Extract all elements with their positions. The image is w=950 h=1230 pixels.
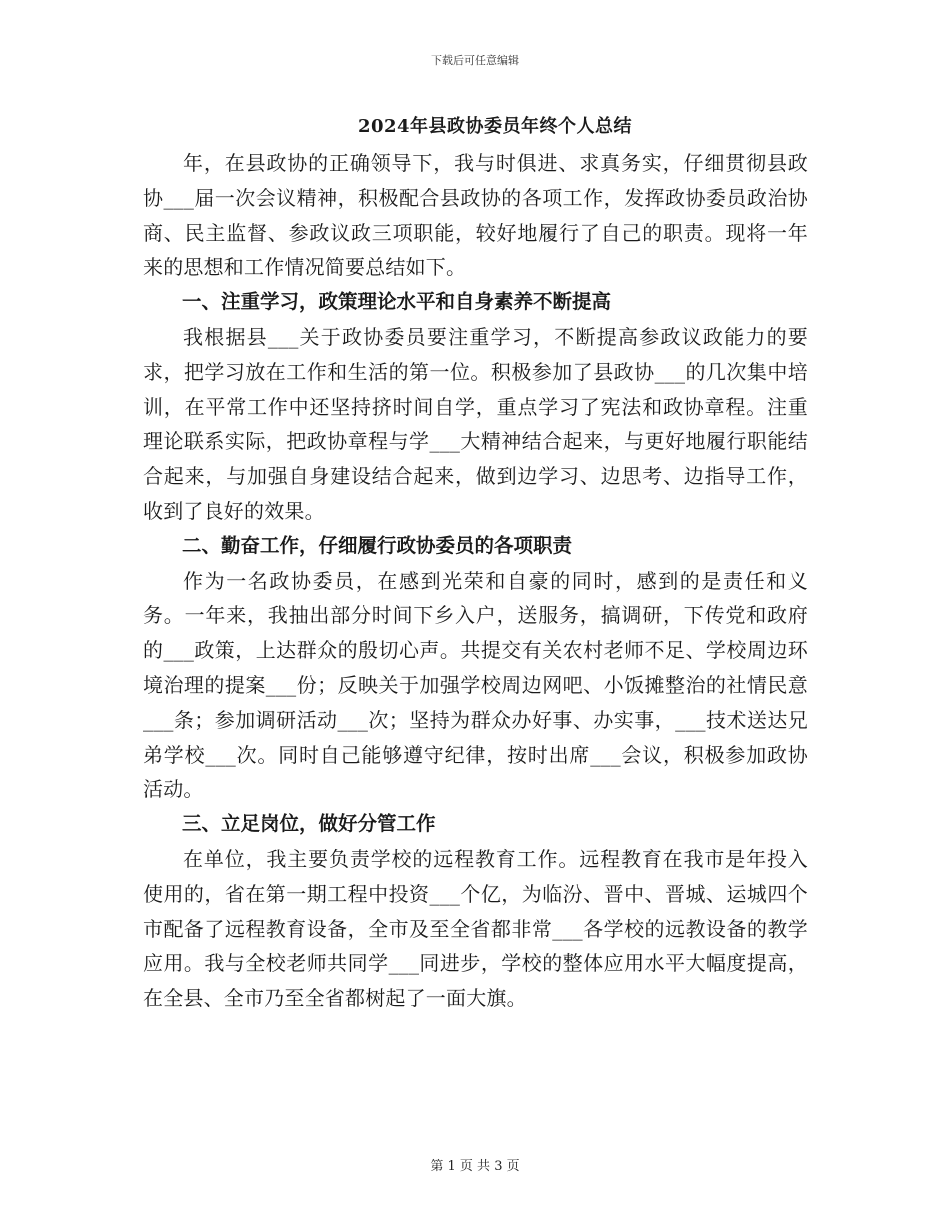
section-body-1: 我根据县___关于政协委员要注重学习，不断提高参政议政能力的要求，把学习放在工作和生活的第一位。积极参加了县政协___的几次集中培训，在平常工作中还坚持挤时间自学，重点学习了宪法和政协章程。注重理论联系实际，把政协章程与学___大精神结合起来，与更好地履行职能结合起来，与加强自身建设结合起来，做到边学习、边思考、边指导工作，收到了良好的效果。	[143, 324, 808, 523]
document-body	[143, 146, 808, 1016]
page-number: 第 1 页 共 3 页	[430, 1159, 520, 1174]
section-body-2: 作为一名政协委员，在感到光荣和自豪的同时，感到的是责任和义务。一年来，我抽出部分时间下乡入户，送服务，搞调研，下传党和政府的___政策，上达群众的殷切心声。共提交有关农村老师不足、学校周边环境治理的提案___份；反映关于加强学校周边网吧、小饭摊整治的社情民意___条；参加调研活动___次；坚持为群众办好事、办实事，___技术送达兄弟学校___次。同时自己能够遵守纪律，按时出席___会议，积极参加政协活动。	[143, 568, 808, 802]
section-heading-1: 一、注重学习，政策理论水平和自身素养不断提高	[182, 290, 612, 314]
intro-paragraph: 年，在县政协的正确领导下，我与时俱进、求真务实，仔细贯彻县政协___届一次会议精神，积极配合县政协的各项工作，发挥政协委员政治协商、民主监督、参政议政三项职能，较好地履行了自己的职责。现将一年来的思想和工作情况简要总结如下。	[143, 151, 808, 280]
document-title: 2024年县政协委员年终个人总结	[357, 116, 633, 137]
section-body-3: 在单位，我主要负责学校的远程教育工作。远程教育在我市是年投入使用的，省在第一期工程中投资___个亿，为临汾、晋中、晋城、运城四个市配备了远程教育设备，全市及至全省都非常___各学校的远教设备的教学应用。我与全校老师共同学___同进步，学校的整体应用水平大幅度提高，在全县、全市乃至全省都树起了一面大旗。	[143, 846, 808, 1011]
section-heading-2: 二、勤奋工作，仔细履行政协委员的各项职责	[182, 533, 573, 557]
header-note: 下载后可任意编辑	[431, 54, 519, 67]
section-heading-3: 三、立足岗位，做好分管工作	[182, 812, 436, 836]
